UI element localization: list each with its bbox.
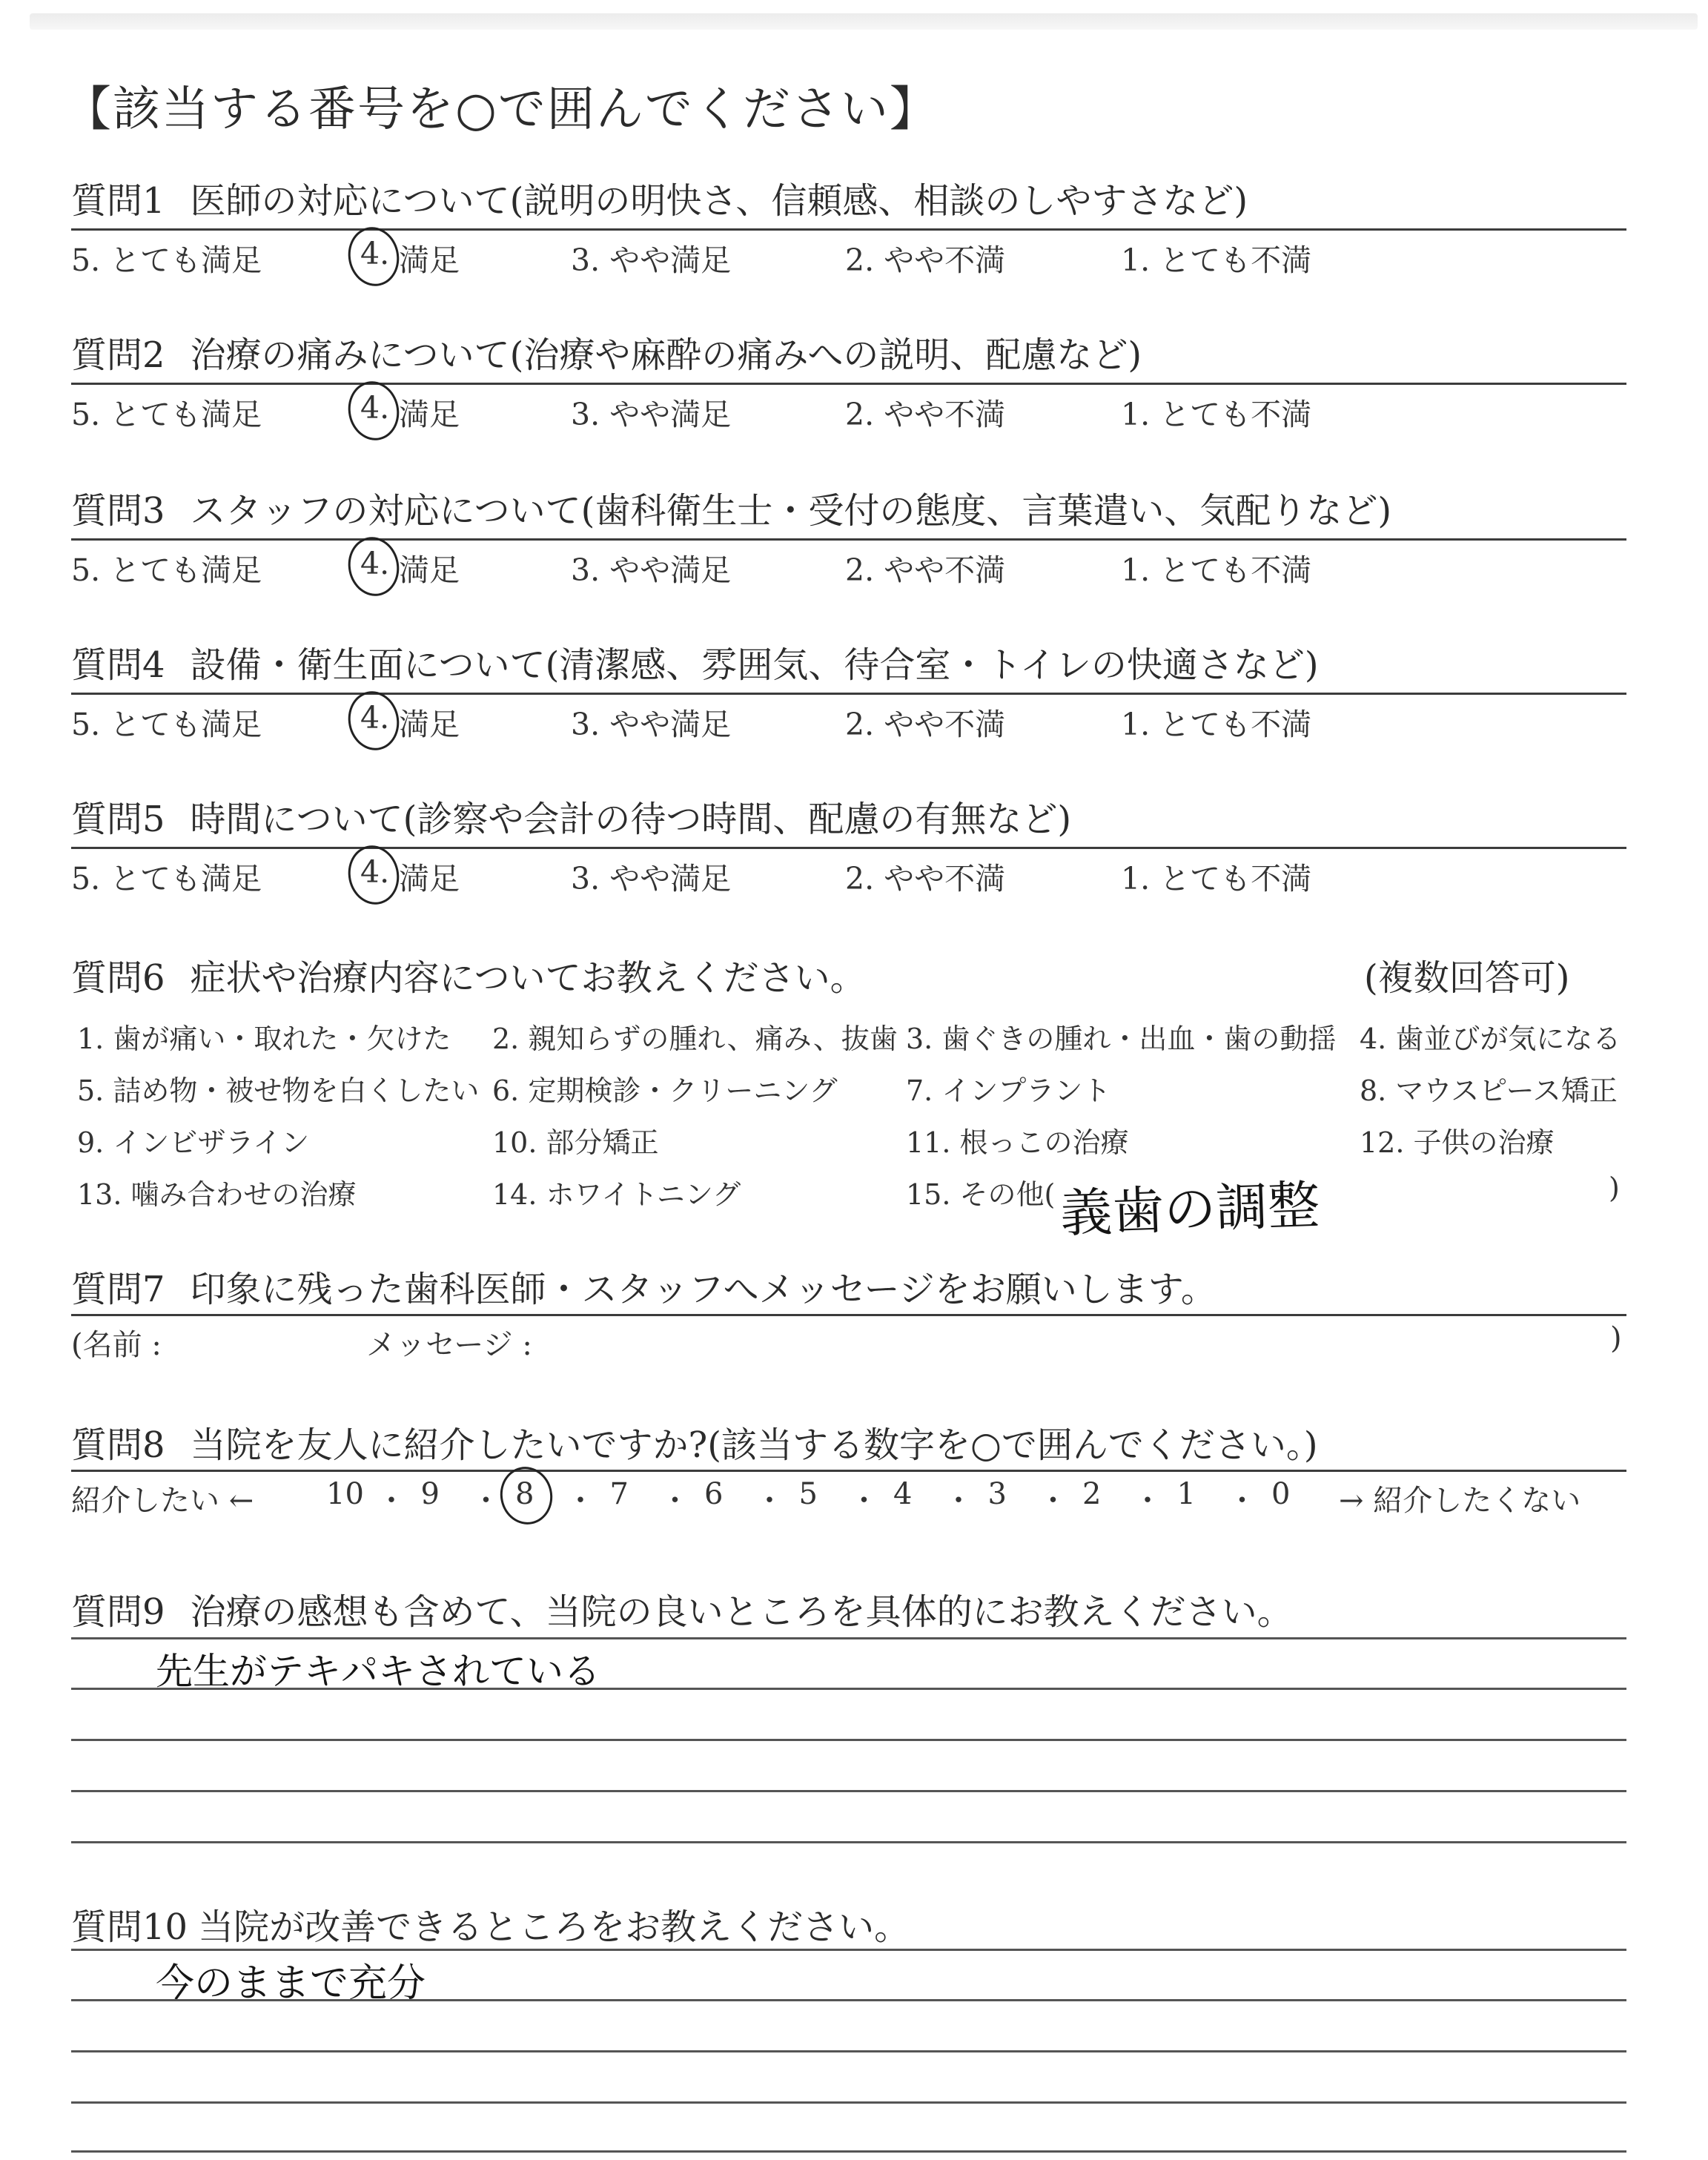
rating-option-5: 5. とても満足 [71,242,262,278]
rating-option-4-number: 4. [360,390,390,426]
scale-separator: ・ [1038,1484,1068,1518]
symptom-option: 11. 根っこの治療 [906,1126,1129,1159]
answer-line [71,1999,1626,2001]
rating-option-5: 5. とても満足 [71,397,262,432]
symptom-option: 4. 歯並びが気になる [1360,1023,1621,1055]
question-rule [71,538,1626,541]
rating-option-4-label: 満足 [399,242,460,278]
question-text: スタッフの対応について(歯科衛生士・受付の態度、言葉遣い、気配りなど) [190,490,1392,532]
question-text: 治療の痛みについて(治療や麻酔の痛みへの説明、配慮など) [190,334,1142,376]
answer-line [71,1949,1626,1951]
scale-number: 9 [420,1477,440,1511]
symptom-option: 5. 詰め物・被せ物を白くしたい [77,1074,480,1107]
symptom-option: 12. 子供の治療 [1360,1126,1555,1159]
other-handwritten-answer: 義歯の調整 [1059,1174,1321,1245]
rating-option-1: 1. とても不満 [1121,552,1312,588]
selection-circle [495,1462,558,1530]
question-7 [71,1261,1217,1312]
scale-number: 5 [798,1477,818,1511]
question-rule [71,847,1626,849]
scale-separator: ・ [944,1484,973,1518]
message-label: メッセージ : [366,1328,532,1362]
scale-separator: ・ [660,1484,690,1518]
question-text: 当院を友人に紹介したいですか?(該当する数字を○で囲んでください。) [190,1424,1318,1466]
rating-option-4-label: 満足 [399,552,460,588]
rating-option-1: 1. とても不満 [1121,397,1312,432]
scale-number: 1 [1176,1477,1196,1511]
symptom-option: 14. ホワイトニング [492,1178,741,1211]
answer-line [71,1841,1626,1843]
rating-option-2: 2. やや不満 [845,707,1006,742]
answer-line [71,2101,1626,2104]
scale-separator: ・ [849,1484,879,1518]
rating-option-3: 3. やや満足 [571,707,732,742]
selection-circle [342,377,404,445]
question-number: 質問7 [71,1269,165,1310]
question-text: 時間について(診察や会計の待つ時間、配慮の有無など) [190,799,1072,840]
question-text: 設備・衛生面について(清潔感、雰囲気、待合室・トイレの快適さなど) [190,644,1319,686]
rating-option-1: 1. とても不満 [1121,707,1312,742]
question-text: 治療の感想も含めて、当院の良いところを具体的にお教えください。 [190,1591,1293,1633]
symptom-option: 6. 定期検診・クリーニング [492,1074,838,1107]
question-number: 質問3 [71,490,165,532]
scale-left-label: 紹介したい ← [71,1484,254,1518]
multiple-answers-note: (複数回答可) [1364,957,1570,999]
symptom-option: 1. 歯が痛い・取れた・欠けた [77,1023,451,1055]
scale-number: 10 [326,1477,364,1511]
scale-number: 0 [1271,1477,1291,1511]
question-number: 質問6 [71,957,165,999]
selection-circle [342,222,404,291]
rating-option-4-number: 4. [360,854,390,890]
question-number: 質問8 [71,1424,165,1466]
symptom-option: 3. 歯ぐきの腫れ・出血・歯の動揺 [906,1023,1337,1055]
rating-option-2: 2. やや不満 [845,552,1006,588]
rating-option-2: 2. やや不満 [845,242,1006,278]
question-3 [71,482,1391,533]
question-1 [71,172,1248,223]
selection-circle [342,532,404,601]
scale-separator: ・ [1227,1484,1257,1518]
improvement-handwritten-answer: 今のままで充分 [156,1961,426,2006]
answer-line [71,2150,1626,2153]
question-number: 質問10 [71,1906,188,1948]
question-number: 質問2 [71,334,165,376]
symptom-option: 7. インプラント [906,1074,1111,1107]
scan-top-edge [30,13,1698,30]
rating-option-5: 5. とても満足 [71,861,262,896]
question-text: 症状や治療内容についてお教えください。 [190,957,866,999]
message-close-paren: ) [1610,1321,1622,1355]
scale-separator: ・ [1133,1484,1162,1518]
question-number: 質問4 [71,644,165,686]
scale-separator: ・ [755,1484,784,1518]
question-number: 質問9 [71,1591,165,1633]
selection-circle [342,841,404,909]
answer-line [71,1637,1626,1639]
question-5 [71,790,1071,842]
rating-option-4-label: 満足 [399,861,460,896]
question-rule [71,383,1626,385]
question-text: 医師の対応について(説明の明快さ、信頼感、相談のしやすさなど) [190,180,1248,222]
good-points-handwritten-answer: 先生がテキパキされている [156,1650,600,1693]
scale-number: 8 [515,1477,534,1511]
scale-right-label: → 紹介したくない [1339,1484,1581,1518]
question-9 [71,1583,1293,1634]
question-rule [71,228,1626,231]
question-8 [71,1416,1318,1467]
scale-number: 7 [609,1477,629,1511]
question-10 [71,1898,910,1949]
rating-option-4-number: 4. [360,236,390,271]
selection-circle [342,687,404,755]
question-number: 質問5 [71,799,165,840]
rating-option-2: 2. やや不満 [845,397,1006,432]
rating-option-5: 5. とても満足 [71,707,262,742]
rating-option-4-number: 4. [360,700,390,736]
scale-separator: ・ [471,1484,501,1518]
rating-option-1: 1. とても不満 [1121,861,1312,896]
page-heading: 【該当する番号を○で囲んでください】 [64,82,939,137]
answer-line [71,2050,1626,2052]
symptom-option: 10. 部分矯正 [492,1126,659,1159]
rating-option-4-label: 満足 [399,707,460,742]
rating-option-3: 3. やや満足 [571,861,732,896]
answer-line [71,1790,1626,1792]
rating-option-3: 3. やや満足 [571,552,732,588]
question-7-rule [71,1314,1626,1316]
rating-option-5: 5. とても満足 [71,552,262,588]
rating-option-2: 2. やや不満 [845,861,1006,896]
question-8-rule [71,1470,1626,1472]
answer-line [71,1688,1626,1690]
question-text: 当院が改善できるところをお教えください。 [198,1906,910,1948]
rating-option-4-label: 満足 [399,397,460,432]
symptom-option: 15. その他( [906,1178,1056,1211]
other-close-paren: ) [1609,1172,1620,1204]
name-label: (名前 : [71,1328,162,1362]
scale-number: 2 [1082,1477,1102,1511]
answer-line [71,1739,1626,1741]
question-2 [71,326,1142,377]
scale-separator: ・ [566,1484,595,1518]
question-4 [71,636,1319,687]
question-text: 印象に残った歯科医師・スタッフへメッセージをお願いします。 [190,1269,1217,1310]
rating-option-3: 3. やや満足 [571,242,732,278]
rating-option-4-number: 4. [360,546,390,581]
scale-number: 3 [987,1477,1007,1511]
scale-number: 6 [704,1477,724,1511]
symptom-option: 8. マウスピース矯正 [1360,1074,1618,1107]
rating-option-1: 1. とても不満 [1121,242,1312,278]
symptom-option: 9. インビザライン [77,1126,310,1159]
scale-number: 4 [893,1477,913,1511]
question-number: 質問1 [71,180,165,222]
question-6 [71,949,866,1000]
question-rule [71,693,1626,695]
symptom-option: 2. 親知らずの腫れ、痛み、抜歯 [492,1023,898,1055]
scale-separator: ・ [377,1484,406,1518]
rating-option-3: 3. やや満足 [571,397,732,432]
symptom-option: 13. 噛み合わせの治療 [77,1178,357,1211]
